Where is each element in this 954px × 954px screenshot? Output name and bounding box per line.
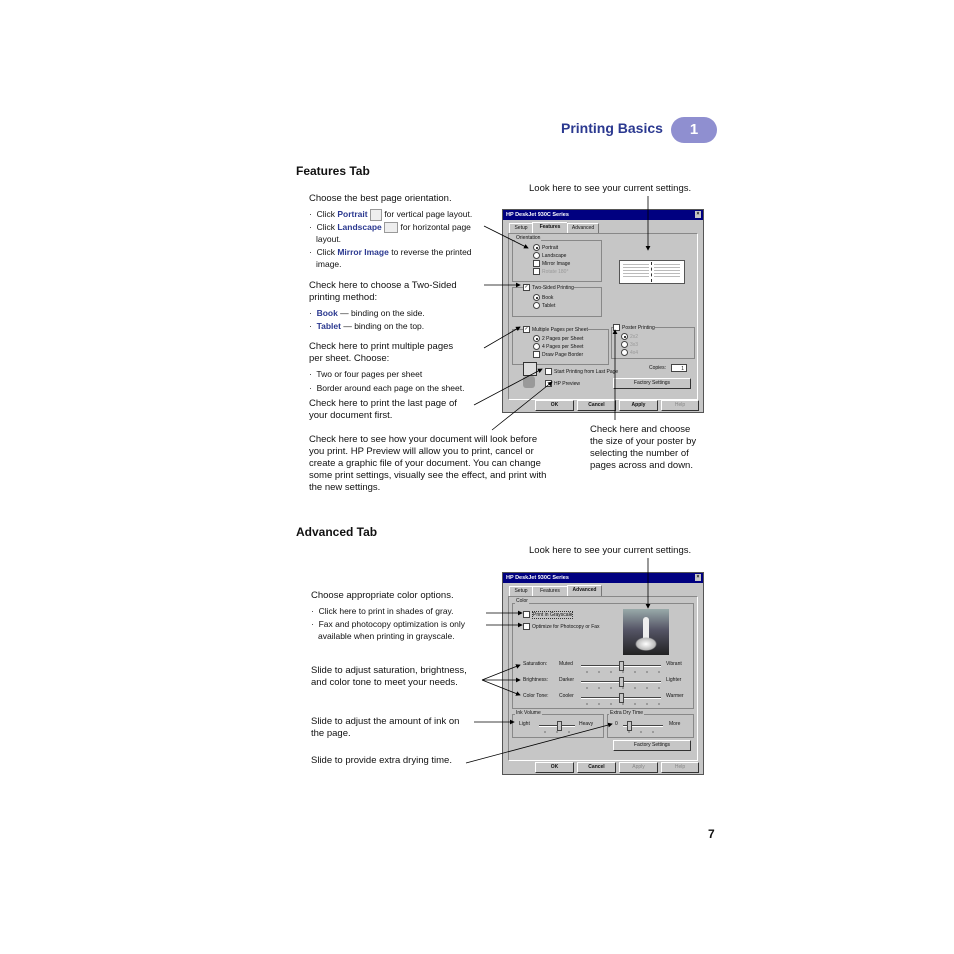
tab-features[interactable]: Features — [532, 586, 568, 596]
color-bullet-2: · Fax and photocopy optimization is only — [311, 619, 466, 629]
slide-text-1: Slide to adjust saturation, brightness, — [311, 665, 467, 676]
draw-border-checkbox[interactable]: Draw Page Border — [533, 351, 583, 359]
poster-text-1: Check here and choose — [590, 424, 691, 435]
copies-label: Copies: — [649, 365, 666, 371]
heavy-label: Heavy — [579, 721, 594, 727]
grayscale-checkbox[interactable]: Print in Grayscale — [523, 611, 573, 619]
features-heading: Features Tab — [296, 164, 370, 178]
multi-text-2: per sheet. Choose: — [309, 353, 390, 364]
preview-text-2: you print. HP Preview will allow you to print, cancel or — [309, 446, 534, 457]
poster-2x2-radio[interactable]: 2x2 — [621, 333, 638, 341]
start-last-checkbox[interactable]: Start Printing from Last Page — [545, 368, 618, 376]
arrow-tone — [482, 680, 520, 695]
ink-volume-label: Ink Volume — [516, 710, 541, 716]
light-label: Light — [519, 721, 530, 727]
copies-input[interactable]: 1 — [671, 364, 687, 372]
color-label: Color — [516, 598, 528, 604]
twosided-text-2: printing method: — [309, 292, 378, 303]
factory-settings-button[interactable]: Factory Settings — [613, 378, 691, 389]
dry-text: Slide to provide extra drying time. — [311, 755, 452, 766]
muted-label: Muted — [559, 661, 573, 667]
advanced-heading: Advanced Tab — [296, 525, 378, 539]
tab-advanced[interactable]: Advanced — [567, 585, 602, 596]
poster-text-3: selecting the number of — [590, 448, 689, 459]
preview-text-3: create a graphic file of your document. You can change — [309, 458, 541, 469]
close-icon[interactable]: × — [696, 574, 700, 580]
preview-text-4: some print settings, visually see the effect, and print with — [309, 470, 547, 481]
preview-text-5: the new settings. — [309, 482, 381, 493]
poster-text-2: the size of your poster by — [590, 436, 697, 447]
book-radio[interactable]: Book — [533, 294, 553, 302]
cancel-button[interactable]: Cancel — [577, 400, 616, 411]
page-number: 7 — [708, 827, 715, 841]
arrow-saturation — [482, 665, 520, 680]
poster-checkbox[interactable]: Poster Printing — [613, 324, 655, 332]
color-intro: Choose appropriate color options. — [311, 590, 454, 601]
features-look-here: Look here to see your current settings. — [529, 183, 692, 194]
warmer-label: Warmer — [666, 693, 684, 699]
darker-label: Darker — [559, 677, 575, 683]
multi-bullet-2: · Border around each page on the sheet. — [309, 383, 465, 393]
dialog-titlebar: HP DeskJet 930C Series × — [503, 573, 703, 583]
vibrant-label: Vibrant — [666, 661, 682, 667]
arrow-multiple-pages — [484, 327, 520, 348]
two-sided-checkbox[interactable]: ✓ Two-Sided Printing — [524, 284, 574, 291]
cooler-label: Cooler — [559, 693, 574, 699]
multi-bullet-1: · Two or four pages per sheet — [309, 369, 423, 379]
hp-preview-checkbox[interactable]: HP Preview — [545, 380, 580, 388]
orientation-intro: Choose the best page orientation. — [309, 193, 452, 204]
bullet-book: · Book — binding on the side. — [309, 308, 425, 318]
arrow-dry-time — [466, 724, 612, 763]
last-page-text-2: your document first. — [309, 410, 393, 421]
chapter-title: Printing Basics — [561, 120, 663, 136]
tab-setup[interactable]: Setup — [509, 223, 533, 233]
tab-features[interactable]: Features — [532, 222, 568, 233]
landscape-radio[interactable]: Landscape — [533, 252, 566, 260]
bullet-tablet: · Tablet — binding on the top. — [309, 321, 425, 331]
bullet-portrait: · Click Portrait for vertical page layout. — [309, 209, 473, 219]
ok-button[interactable]: OK — [535, 400, 574, 411]
multiple-pages-checkbox[interactable]: ✓ Multiple Pages per Sheet — [524, 326, 588, 333]
ink-text-2: the page. — [311, 728, 351, 739]
arrow-orientation — [484, 226, 528, 248]
tablet-radio[interactable]: Tablet — [533, 302, 555, 310]
help-button[interactable]: Help — [661, 400, 699, 411]
bullet-landscape: · Click Landscape for horizontal page — [309, 222, 471, 232]
optimize-fax-checkbox[interactable]: Optimize for Photocopy or Fax — [523, 623, 600, 631]
dialog-titlebar: HP DeskJet 930C Series × — [503, 210, 703, 220]
saturation-label: Saturation: — [523, 661, 548, 667]
slide-text-2: and color tone to meet your needs. — [311, 677, 458, 688]
preview-text-1: Check here to see how your document will look before — [309, 434, 538, 445]
apply-button[interactable]: Apply — [619, 762, 658, 773]
close-icon[interactable]: × — [696, 211, 700, 217]
apply-button[interactable]: Apply — [619, 400, 658, 411]
zero-label: 0 — [615, 721, 618, 727]
dry-time-label: Extra Dry Time — [610, 710, 644, 716]
bullet-landscape-cont: layout. — [316, 234, 342, 244]
color-bullet-2-cont: available when printing in grayscale. — [318, 631, 455, 641]
arrow-preview — [492, 382, 552, 430]
poster-4x4-radio[interactable]: 4x4 — [621, 349, 638, 357]
poster-text-4: pages across and down. — [590, 460, 693, 471]
help-button[interactable]: Help — [661, 762, 699, 773]
orientation-label: Orientation — [516, 235, 541, 241]
four-pages-radio[interactable]: 4 Pages per Sheet — [533, 343, 583, 351]
tab-setup[interactable]: Setup — [509, 586, 533, 596]
twosided-text-1: Check here to choose a Two-Sided — [309, 280, 457, 291]
arrow-last-page — [474, 369, 542, 405]
ok-button[interactable]: OK — [535, 762, 574, 773]
chapter-number-badge: 1 — [671, 117, 717, 143]
bullet-mirror: · Click Mirror Image to reverse the printed — [309, 247, 472, 257]
multi-text-1: Check here to print multiple pages — [309, 341, 454, 352]
last-page-text-1: Check here to print the last page of — [309, 398, 457, 409]
more-label: More — [669, 721, 681, 727]
tab-advanced[interactable]: Advanced — [567, 223, 599, 233]
mirror-checkbox[interactable]: Mirror Image — [533, 260, 570, 268]
ink-text-1: Slide to adjust the amount of ink on — [311, 716, 460, 727]
color-bullet-1: · Click here to print in shades of gray. — [311, 606, 454, 616]
lighter-label: Lighter — [666, 677, 682, 683]
brightness-label: Brightness: — [523, 677, 549, 683]
advanced-look-here: Look here to see your current settings. — [529, 545, 692, 556]
cancel-button[interactable]: Cancel — [577, 762, 616, 773]
factory-settings-button[interactable]: Factory Settings — [613, 740, 691, 751]
two-pages-radio[interactable]: 2 Pages per Sheet — [533, 335, 583, 343]
portrait-radio[interactable]: Portrait — [533, 244, 558, 252]
poster-3x3-radio[interactable]: 3x3 — [621, 341, 638, 349]
rotate-checkbox[interactable]: Rotate 180° — [533, 268, 568, 276]
color-tone-label: Color Tone: — [523, 693, 549, 699]
bullet-mirror-cont: image. — [316, 259, 342, 269]
